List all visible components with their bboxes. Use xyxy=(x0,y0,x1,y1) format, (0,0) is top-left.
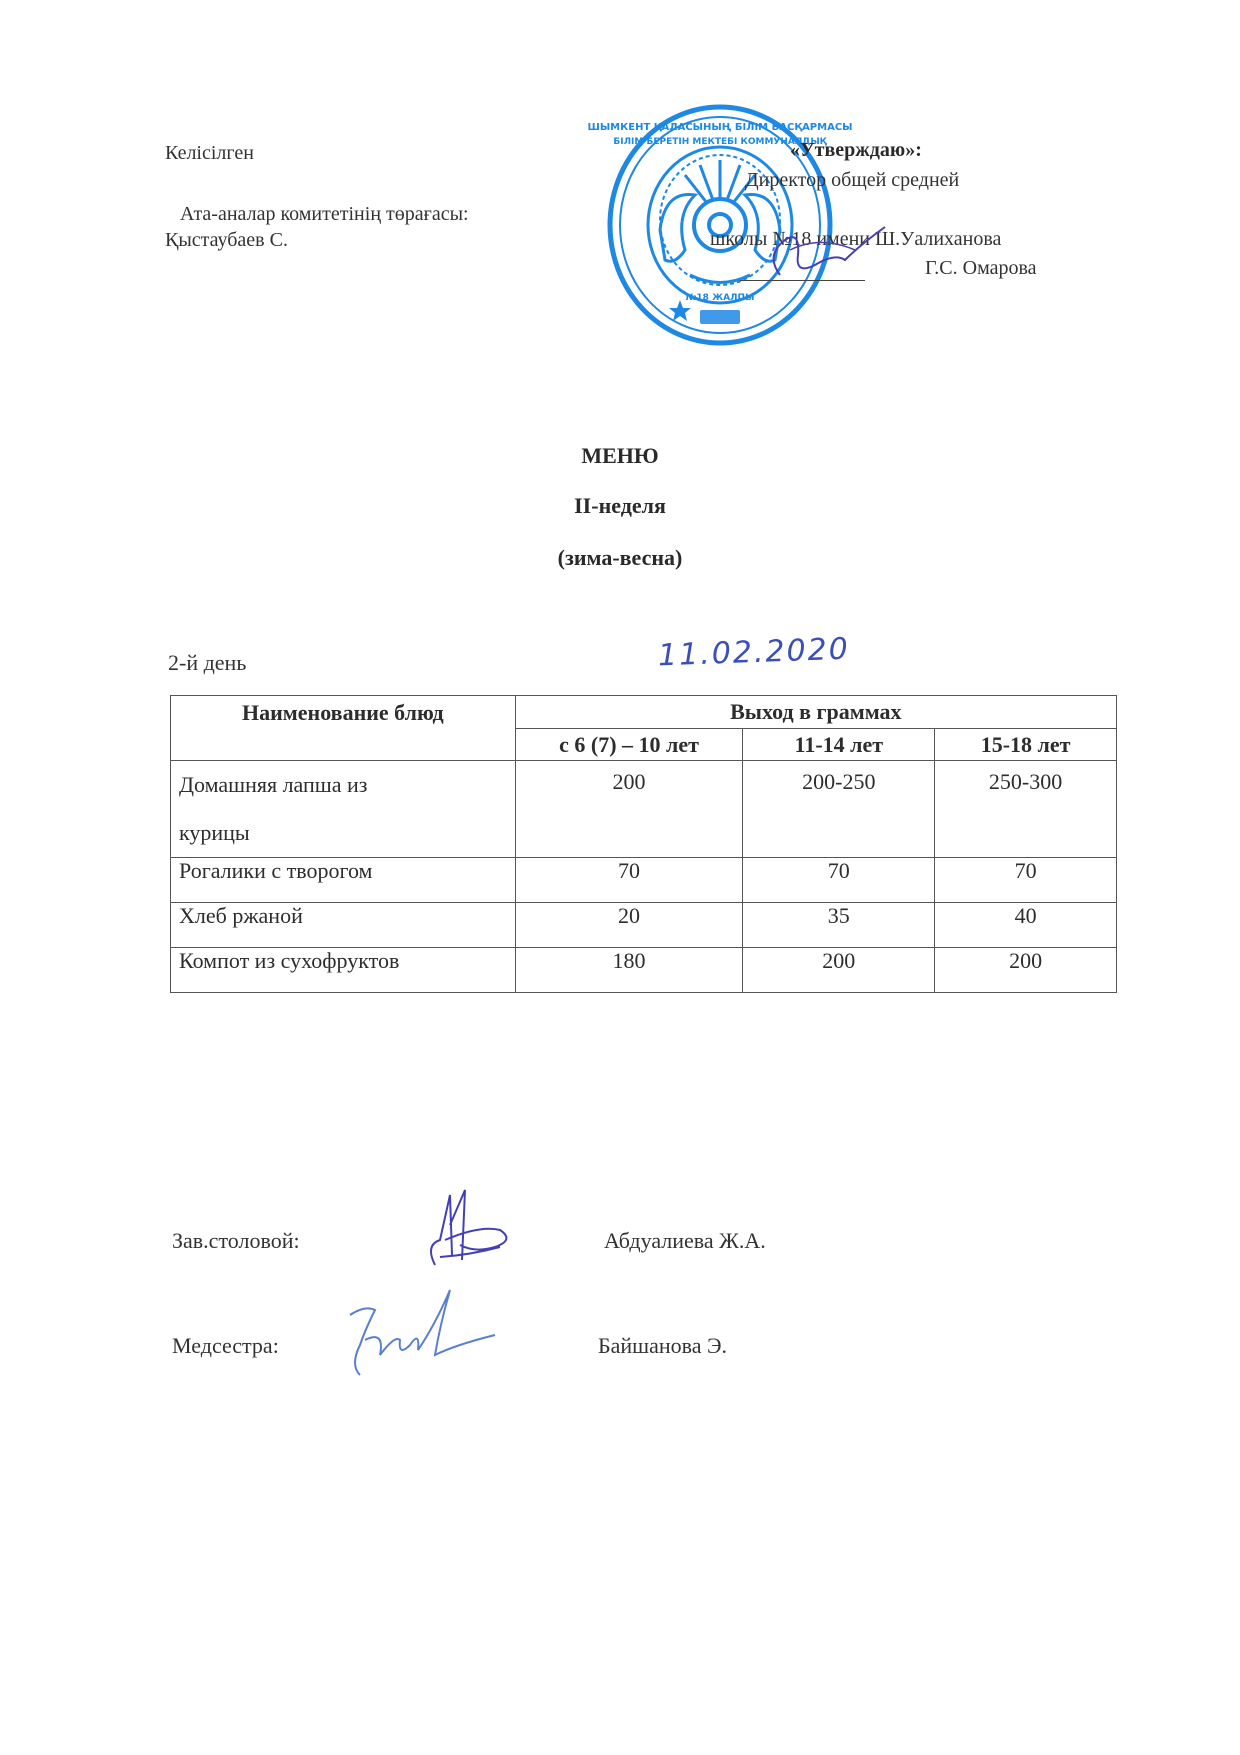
portion-6-10: 20 xyxy=(515,903,743,948)
dish-name-line1: Домашняя лапша из xyxy=(179,772,368,797)
portion-11-14: 70 xyxy=(743,858,935,903)
column-header-age-6-10: с 6 (7) – 10 лет xyxy=(515,729,743,761)
table-row xyxy=(171,761,1117,858)
dish-name: Рогалики с творогом xyxy=(171,858,516,903)
committee-chair: Қыстаубаев С. xyxy=(165,229,288,251)
menu-table xyxy=(170,695,1117,993)
portion-15-18: 250-300 xyxy=(935,761,1117,858)
portion-11-14: 200 xyxy=(743,948,935,993)
column-header-output: Выход в граммах xyxy=(515,696,1116,729)
dish-name xyxy=(171,761,516,858)
signature-role-nurse: Медсестра: xyxy=(172,1333,279,1358)
portion-15-18: 40 xyxy=(935,903,1117,948)
handwritten-date: 11.02.2020 xyxy=(657,631,851,674)
svg-text:БІЛІМ БЕРЕТІН МЕКТЕБІ КОММУНАЛ: БІЛІМ БЕРЕТІН МЕКТЕБІ КОММУНАЛДЫҚ xyxy=(613,137,827,147)
day-label: 2-й день xyxy=(168,650,247,675)
director-position-line2: школы №18 имени Ш.Уалиханова xyxy=(710,228,1002,250)
director-signature-icon xyxy=(760,215,890,285)
dish-name: Хлеб ржаной xyxy=(171,903,516,948)
portion-11-14: 35 xyxy=(743,903,935,948)
table-row xyxy=(171,858,1117,903)
table-header-row xyxy=(171,696,1117,729)
signature-role-canteen-head: Зав.столовой: xyxy=(172,1228,300,1253)
approve-label: «Утверждаю»: xyxy=(790,139,922,161)
canteen-head-signature-icon xyxy=(420,1185,520,1270)
column-header-age-15-18: 15-18 лет xyxy=(935,729,1117,761)
season-title: (зима-весна) xyxy=(557,545,683,570)
signature-name-canteen-head: Абдуалиева Ж.А. xyxy=(604,1228,766,1253)
column-header-age-11-14: 11-14 лет xyxy=(743,729,935,761)
portion-6-10: 180 xyxy=(515,948,743,993)
svg-text:ШЫМКЕНТ ҚАЛАСЫНЫҢ БІЛІМ БАСҚАР: ШЫМКЕНТ ҚАЛАСЫНЫҢ БІЛІМ БАСҚАРМАСЫ xyxy=(587,122,853,133)
portion-11-14: 200-250 xyxy=(743,761,935,858)
portion-15-18: 200 xyxy=(935,948,1117,993)
week-title: II-неделя xyxy=(574,493,666,518)
director-position-line1: Директор общей средней xyxy=(745,169,960,191)
table-row xyxy=(171,948,1117,993)
table-row xyxy=(171,903,1117,948)
signature-name-nurse: Байшанова Э. xyxy=(598,1333,728,1358)
menu-title: МЕНЮ xyxy=(581,443,659,468)
portion-6-10: 70 xyxy=(515,858,743,903)
dish-name: Компот из сухофруктов xyxy=(171,948,516,993)
portion-15-18: 70 xyxy=(935,858,1117,903)
director-name: Г.С. Омарова xyxy=(925,257,1037,279)
svg-text:№18 ЖАЛПЫ: №18 ЖАЛПЫ xyxy=(685,293,755,303)
dish-name-line2: курицы xyxy=(179,820,250,845)
nurse-signature-icon xyxy=(340,1285,500,1380)
column-header-dish: Наименование блюд xyxy=(171,696,516,761)
portion-6-10: 200 xyxy=(515,761,743,858)
committee-title: Ата-аналар комитетінің төрағасы: xyxy=(180,203,469,225)
agreed-label: Келісілген xyxy=(165,142,254,164)
